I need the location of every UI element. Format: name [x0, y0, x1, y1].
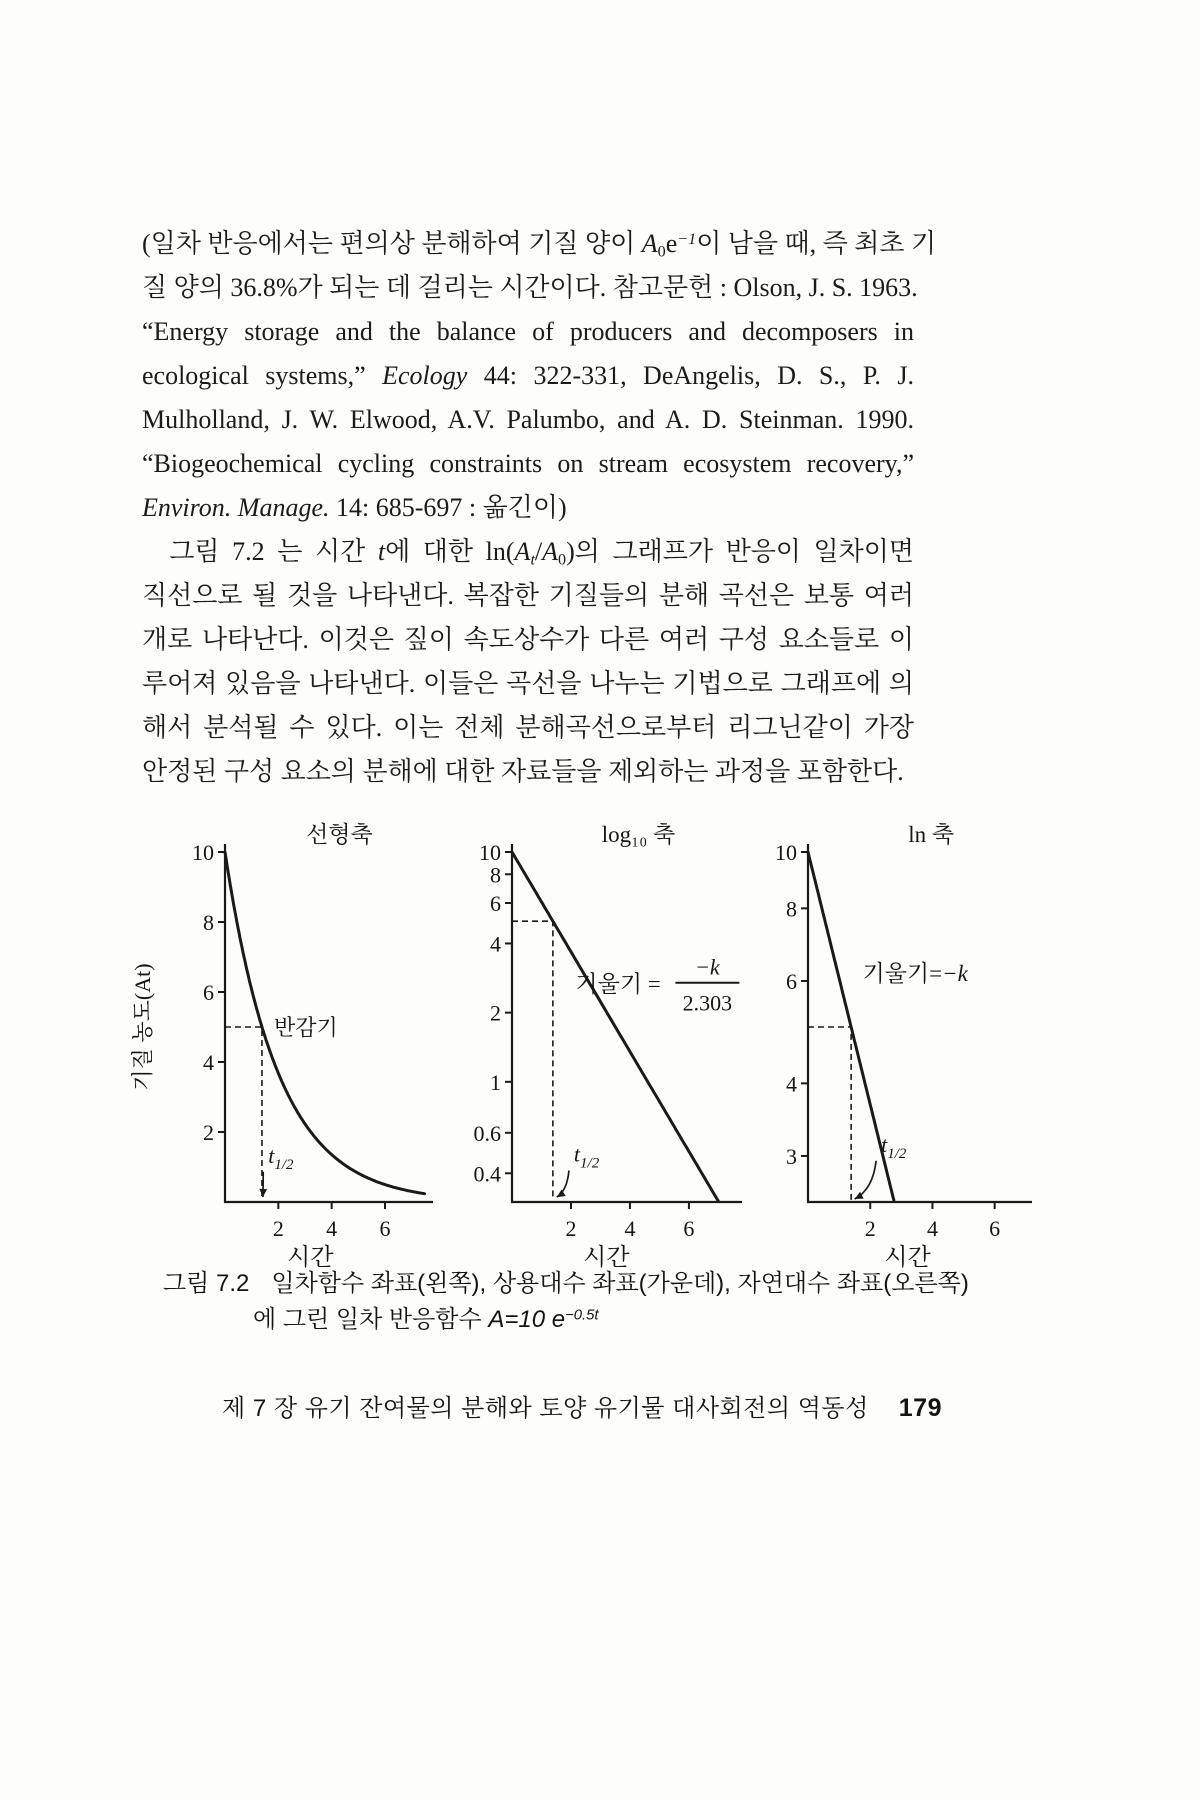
text-segment: 안정된 구성 요소의 분해에 대한 자료들을 제외하는 과정을 포함한다. [142, 757, 904, 786]
figure-caption-label: 그림 7.2 [163, 1270, 250, 1297]
svg-text:2: 2 [272, 1216, 284, 1241]
svg-text:시간: 시간 [583, 1245, 630, 1271]
svg-text:t1/2: $t_{1/2}$ [573, 1141, 600, 1172]
text-segment: “Biogeochemical cycling constraints on stream ecosystem recovery,” [142, 449, 914, 478]
text-line [142, 486, 914, 530]
svg-text:기울기 =: 기울기 = [575, 971, 661, 997]
text-segment: “Energy storage and the balance of producers and decomposers in [142, 317, 914, 346]
text-segment: A [542, 537, 559, 566]
figure-caption [163, 1266, 983, 1338]
svg-text:선형축: 선형축 [306, 822, 373, 847]
svg-text:기울기=−k: 기울기=−k [862, 960, 968, 986]
text-segment: / [534, 537, 543, 566]
text-segment: 이 남을 때, 즉 최초 기 [696, 229, 937, 258]
text-segment: Mulholland, J. W. Elwood, A.V. Palumbo, and A. D. Steinman. 1990. [142, 405, 914, 434]
figure-caption-line1 [163, 1266, 983, 1302]
svg-text:2: 2 [490, 1000, 501, 1026]
svg-text:2.303: 2.303 [682, 990, 733, 1016]
svg-text:6: 6 [379, 1216, 391, 1241]
svg-text:ln 축: ln 축 [908, 822, 955, 847]
footer-chapter-title: 제 7 장 유기 잔여물의 분해와 토양 유기물 대사회전의 역동성 [222, 1395, 869, 1422]
svg-text:6: 6 [683, 1216, 695, 1241]
svg-text:0.4: 0.4 [473, 1161, 501, 1187]
text-segment: t [530, 551, 535, 569]
text-segment: Environ. Manage. [142, 493, 330, 522]
text-line [142, 750, 914, 794]
text-segment: 에 대한 ln( [385, 537, 515, 566]
chart-log10-axis [452, 822, 754, 1277]
page-footer [222, 1388, 982, 1423]
chart-ln-axis [760, 822, 1052, 1277]
text-line [142, 442, 914, 486]
svg-text:4: 4 [926, 1216, 938, 1241]
svg-text:4: 4 [490, 931, 501, 957]
text-line [142, 222, 937, 266]
svg-text:6: 6 [989, 1216, 1001, 1241]
figure-caption-line2 [163, 1302, 983, 1338]
text-line [142, 266, 918, 310]
svg-text:3: 3 [786, 1143, 797, 1169]
text-segment: 0 [657, 243, 666, 261]
text-line [142, 310, 914, 354]
text-segment: 0 [558, 551, 567, 569]
svg-text:6: 6 [490, 890, 501, 916]
text-segment: )의 그래프가 반응이 일차이면 [566, 537, 914, 566]
formula-base: A=10 e [488, 1306, 566, 1333]
text-line [142, 662, 914, 706]
text-line [142, 618, 914, 662]
svg-text:4: 4 [203, 1050, 214, 1075]
svg-text:4: 4 [326, 1216, 338, 1241]
text-segment: ecological systems,” [142, 361, 383, 390]
svg-text:2: 2 [864, 1216, 876, 1241]
svg-text:8: 8 [203, 910, 214, 935]
text-line [142, 354, 914, 398]
svg-text:6: 6 [203, 980, 214, 1005]
chart-linear-axis [130, 822, 445, 1277]
svg-text:0.6: 0.6 [473, 1120, 501, 1146]
text-segment: 루어져 있음을 나타낸다. 이들은 곡선을 나누는 기법으로 그래프에 의 [142, 669, 914, 698]
text-line [142, 574, 914, 618]
text-segment: A [514, 537, 531, 566]
svg-text:log₁₀ 축: log₁₀ 축 [601, 822, 676, 847]
svg-text:반감기: 반감기 [273, 1015, 338, 1040]
svg-text:8: 8 [490, 862, 501, 888]
body-text [142, 222, 937, 794]
svg-text:시간: 시간 [884, 1245, 931, 1271]
svg-text:기질 농도(At): 기질 농도(At) [130, 963, 155, 1091]
svg-text:−k: −k [695, 954, 720, 980]
text-segment: Ecology [382, 361, 468, 390]
svg-text:시간: 시간 [287, 1245, 334, 1271]
text-segment: t [377, 537, 386, 566]
svg-text:2: 2 [203, 1120, 214, 1145]
svg-text:6: 6 [786, 968, 797, 994]
svg-text:10: 10 [192, 840, 214, 865]
svg-text:4: 4 [786, 1071, 797, 1097]
text-segment: 개로 나타난다. 이것은 짚이 속도상수가 다른 여러 구성 요소들로 이 [142, 625, 914, 654]
text-segment: (일차 반응에서는 편의상 분해하여 기질 양이 [142, 229, 642, 258]
figure-formula [488, 1306, 598, 1333]
svg-text:1: 1 [490, 1069, 501, 1095]
svg-text:2: 2 [565, 1216, 577, 1241]
formula-exponent: −0.5t [565, 1307, 599, 1324]
text-segment: −1 [677, 230, 697, 248]
svg-text:10: 10 [775, 840, 797, 865]
text-segment: 해서 분석될 수 있다. 이는 전체 분해곡선으로부터 리그닌같이 가장 [142, 713, 914, 742]
text-line [142, 398, 914, 442]
figure-caption-text: 일차함수 좌표(왼쪽), 상용대수 좌표(가운데), 자연대수 좌표(오른쪽) [271, 1270, 969, 1297]
text-segment: 직선으로 될 것을 나타낸다. 복잡한 기질들의 분해 곡선은 보통 여러 [142, 581, 914, 610]
figure-caption-line2-text: 에 그린 일차 반응함수 [253, 1306, 489, 1333]
svg-text:4: 4 [624, 1216, 636, 1241]
page-number: 179 [898, 1394, 942, 1422]
text-line [142, 530, 914, 574]
text-segment: 44: 322-331, DeAngelis, D. S., P. J. [467, 361, 914, 390]
text-line [142, 706, 914, 750]
text-segment: 질 양의 36.8%가 되는 데 걸리는 시간이다. 참고문헌 : Olson, J. S. 1963. [142, 273, 918, 302]
svg-text:10: 10 [479, 840, 501, 865]
text-segment: 14: 685-697 : 옮긴이) [329, 493, 567, 522]
svg-text:8: 8 [786, 896, 797, 922]
svg-text:t1/2: $t_{1/2}$ [268, 1142, 294, 1173]
svg-text:t1/2: $t_{1/2}$ [881, 1131, 907, 1162]
text-segment: e [665, 229, 678, 258]
text-segment: A [641, 229, 658, 258]
text-segment: 그림 7.2 는 시간 [169, 537, 378, 566]
